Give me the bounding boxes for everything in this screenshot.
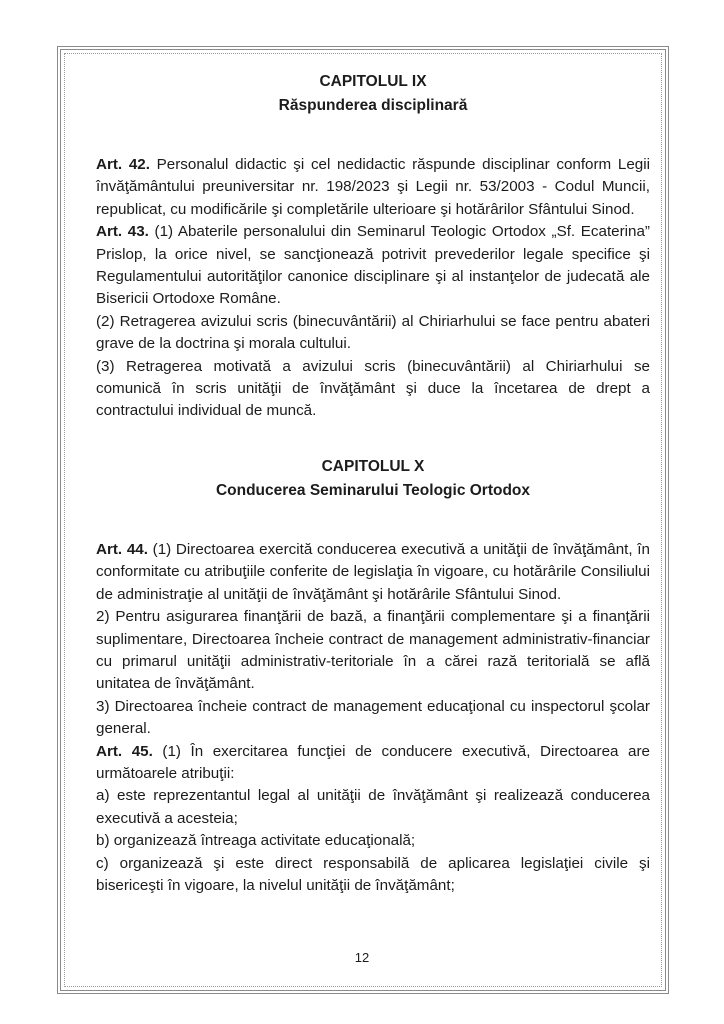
article-44-paragraph-1 [96, 539, 650, 606]
article-44-paragraph-3: 3) Directoarea încheie contract de management educaţional cu inspectorul şcolar general. [96, 697, 650, 738]
chapter-9-subtitle: Răspunderea disciplinară [278, 97, 468, 114]
article-45-intro-text: (1) În exercitarea funcţiei de conducere executivă, Directoarea are următoarele atribuţii: [96, 742, 650, 782]
chapter-10-subtitle: Conducerea Seminarului Teologic Ortodox [215, 481, 531, 499]
article-43-paragraph-1 [96, 221, 650, 311]
article-45-item-b: b) organizează întreaga activitate educaţională; [96, 832, 416, 850]
article-44-label: Art. 44. [96, 540, 148, 558]
article-42 [96, 154, 650, 221]
article-45-item-c: c) organizează şi este direct responsabilă de aplicarea legislaţiei civile şi bisericeşti în vigoare, la nivelul unităţii de învăţământ; [96, 854, 650, 894]
article-43-text-1: (1) Abaterile personalului din Seminarul Teologic Ortodox „Sf. Ecaterina” Prislop, la orice nivel, se sancţionează potrivit prevederilor legale specifice şi Regulamentului autorităţilor canonice disciplinare şi al instanţelor de judecată ale Bisericii Ortodoxe Române. [96, 223, 650, 308]
article-45-item-a: a) este reprezentantul legal al unităţii de învăţământ şi realizează conducerea executivă a acesteia; [96, 787, 650, 827]
article-45-intro [96, 741, 650, 786]
chapter-10-title: CAPITOLUL X [321, 457, 425, 475]
article-43-paragraph-3: (3) Retragerea motivată a avizului scris (binecuvântării) al Chiriarhului se comunică în scris unităţii de învăţământ şi duce la încetarea de drept a contractului individual de muncă. [96, 357, 650, 420]
article-43-label: Art. 43. [96, 223, 149, 241]
page-number: 12 [354, 950, 370, 965]
article-42-text: Personalul didactic şi cel nedidactic răspunde disciplinar conform Legii învăţământului preuniversitar nr. 198/2023 şi Legii nr. 53/2003 - Codul Muncii, republicat, cu modificările şi completările ulterioare şi hotărârilor Sfântului Sinod. [96, 156, 650, 218]
chapter-9-title: CAPITOLUL IX [319, 73, 427, 90]
article-42-label: Art. 42. [96, 156, 150, 173]
article-44-paragraph-2: 2) Pentru asigurarea finanţării de bază, a finanţării complementare şi a finanţării suplimentare, Directoarea încheie contract de management administrativ-financiar cu primarul unităţii administrativ-teritoriale în a cărei rază teritorială se află unitatea de învăţământ. [96, 608, 650, 693]
article-45-label: Art. 45. [96, 742, 153, 760]
document-body [96, 70, 650, 897]
article-44-text-1: (1) Directoarea exercită conducerea executivă a unităţii de învăţământ, în conformitate cu atribuţiile conferite de legislaţia în vigoare, cu hotărârile Consiliului de administraţie al unităţii de învăţământ şi hotărârile Sfântului Sinod. [96, 540, 650, 603]
article-43-paragraph-2: (2) Retragerea avizului scris (binecuvântării) al Chiriarhului se face pentru abateri grave de la doctrina şi morala cultului. [96, 312, 650, 353]
